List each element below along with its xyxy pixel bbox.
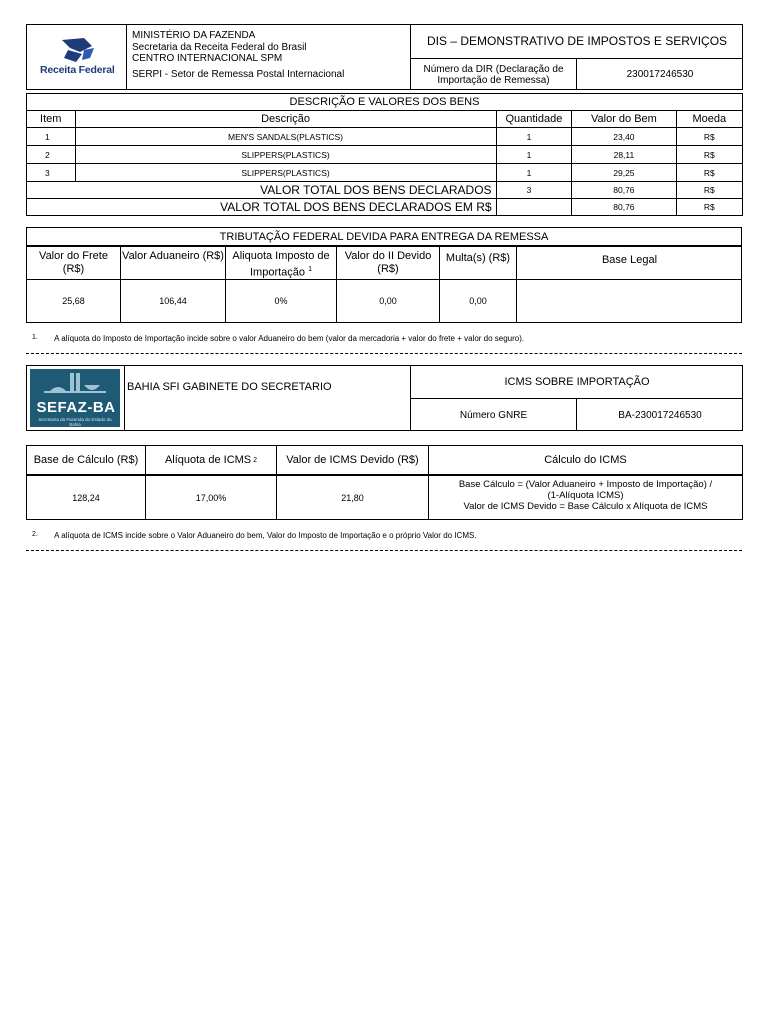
h-calculo-icms: Cálculo do ICMS xyxy=(544,454,627,466)
separator-1 xyxy=(26,353,742,354)
sefaz-logo-text: SEFAZ-BA xyxy=(36,399,116,416)
dir-label: Número da DIR (Declaração de Importação de Remessa) xyxy=(423,63,564,86)
row-item: 2 xyxy=(27,146,76,164)
goods-section-title: DESCRIÇÃO E VALORES DOS BENS xyxy=(27,94,743,111)
total-label: VALOR TOTAL DOS BENS DECLARADOS xyxy=(27,182,497,199)
separator-2 xyxy=(26,550,742,551)
formula-line-3: Valor de ICMS Devido = Base Cálculo x Alíquota de ICMS xyxy=(463,501,708,512)
state-divider-logo xyxy=(124,365,125,431)
receita-federal-logo xyxy=(36,36,120,82)
row-value: 23,40 xyxy=(572,128,676,146)
congress-building-icon xyxy=(30,369,120,399)
footnote-2-text: A alíquota de ICMS incide sobre o Valor Aduaneiro do bem, Valor do Imposto de Importação e o próprio Valor do ICMS. xyxy=(54,531,477,540)
h-base-legal: Base Legal xyxy=(601,254,658,266)
org-line-3: CENTRO INTERNACIONAL SPM xyxy=(132,53,283,64)
row-currency: R$ xyxy=(676,128,742,146)
federal-title-divider xyxy=(26,245,742,247)
h-aliquota-ii xyxy=(226,250,336,280)
goods-table xyxy=(26,93,743,216)
sefaz-ba-logo xyxy=(30,369,120,427)
v-aduaneiro: 106,44 xyxy=(159,296,187,306)
row-qty: 1 xyxy=(496,128,572,146)
dir-number: 230017246530 xyxy=(626,69,694,80)
h-icms-devido: Valor de ICMS Devido (R$) xyxy=(286,454,419,466)
col-quantidade: Quantidade xyxy=(496,111,572,128)
receita-emblem-icon xyxy=(36,36,120,66)
v-aliquota-ii: 0% xyxy=(274,296,288,306)
v-aliquota-icms: 17,00% xyxy=(195,492,227,503)
h-ii-devido: Valor do II Devido (R$) xyxy=(344,250,432,275)
formula-line-2: (1-Alíquota ICMS) xyxy=(547,490,624,501)
total-brl-currency: R$ xyxy=(676,199,742,216)
v-base-calculo: 128,24 xyxy=(72,492,100,503)
footnote-1-text: A alíquota do Imposto de Importação incide sobre o valor Aduaneiro do bem (valor da mercadoria + valor do frete + valor do seguro). xyxy=(54,334,525,343)
col-item: Item xyxy=(27,111,76,128)
h-aliquota-text: Aliquota Imposto de Importação xyxy=(232,250,330,279)
total-currency: R$ xyxy=(676,182,742,199)
org-line-4: SERPI - Setor de Remessa Postal Internacional xyxy=(132,68,345,80)
org-line-1: MINISTÉRIO DA FAZENDA xyxy=(132,30,256,41)
row-qty: 1 xyxy=(496,164,572,182)
calculo-formula xyxy=(429,479,742,512)
footnote-1-num: 1. xyxy=(32,334,38,341)
federal-section-title: TRIBUTAÇÃO FEDERAL DEVIDA PARA ENTREGA DA REMESSA xyxy=(219,230,549,243)
total-brl-qty xyxy=(496,199,572,216)
h-multa: Multa(s) (R$) xyxy=(445,252,511,264)
icms-title: ICMS SOBRE IMPORTAÇÃO xyxy=(504,375,650,388)
col-moeda: Moeda xyxy=(676,111,742,128)
row-qty: 1 xyxy=(496,146,572,164)
table-row xyxy=(27,146,743,164)
v-multa: 0,00 xyxy=(469,296,487,306)
header-divider-logo xyxy=(126,24,127,90)
gnre-value: BA-230017246530 xyxy=(618,409,702,421)
receita-logo-text: Receita Federal xyxy=(40,64,115,76)
table-row xyxy=(27,128,743,146)
sefaz-logo-subtitle: Secretaria da Fazenda do Estado da Bahia xyxy=(38,417,112,427)
footnote-1 xyxy=(32,334,742,343)
org-info xyxy=(132,30,408,80)
total-qty: 3 xyxy=(496,182,572,199)
row-desc: SLIPPERS(PLASTICS) xyxy=(75,164,496,182)
gnre-label: Número GNRE xyxy=(459,409,528,421)
row-desc: MEN'S SANDALS(PLASTICS) xyxy=(75,128,496,146)
row-currency: R$ xyxy=(676,164,742,182)
row-item: 1 xyxy=(27,128,76,146)
h-aduaneiro: Valor Aduaneiro (R$) xyxy=(122,250,224,262)
document-title: DIS – DEMONSTRATIVO DE IMPOSTOS E SERVIÇOS xyxy=(426,34,728,48)
v-ii-devido: 0,00 xyxy=(379,296,397,306)
org-line-2: Secretaria da Receita Federal do Brasil xyxy=(132,41,307,53)
h-aliquota-icms xyxy=(146,446,276,474)
formula-line-1: Base Cálculo = (Valor Aduaneiro + Imposto de Importação) / xyxy=(458,479,713,490)
footnote-2-num: 2. xyxy=(32,531,38,538)
v-icms-devido: 21,80 xyxy=(341,492,364,503)
row-desc: SLIPPERS(PLASTICS) xyxy=(75,146,496,164)
h-aliquota-icms-text: Alíquota de ICMS xyxy=(164,454,252,466)
total-value: 80,76 xyxy=(572,182,676,199)
footnote-ref-2: 2 xyxy=(253,456,258,464)
row-currency: R$ xyxy=(676,146,742,164)
footnote-2 xyxy=(32,531,742,540)
total-brl-label: VALOR TOTAL DOS BENS DECLARADOS EM R$ xyxy=(27,199,497,216)
footnote-ref-1: 1 xyxy=(308,266,312,273)
h-base-calculo: Base de Cálculo (R$) xyxy=(33,454,139,466)
v-frete: 25,68 xyxy=(62,296,85,306)
state-agency: BAHIA SFI GABINETE DO SECRETARIO xyxy=(127,381,332,393)
v-base-legal xyxy=(517,280,742,322)
row-value: 28,11 xyxy=(572,146,676,164)
h-frete: Valor do Frete (R$) xyxy=(39,250,108,275)
col-valor: Valor do Bem xyxy=(572,111,676,128)
table-row xyxy=(27,164,743,182)
row-item: 3 xyxy=(27,164,76,182)
total-brl-value: 80,76 xyxy=(572,199,676,216)
row-value: 29,25 xyxy=(572,164,676,182)
col-descricao: Descrição xyxy=(75,111,496,128)
